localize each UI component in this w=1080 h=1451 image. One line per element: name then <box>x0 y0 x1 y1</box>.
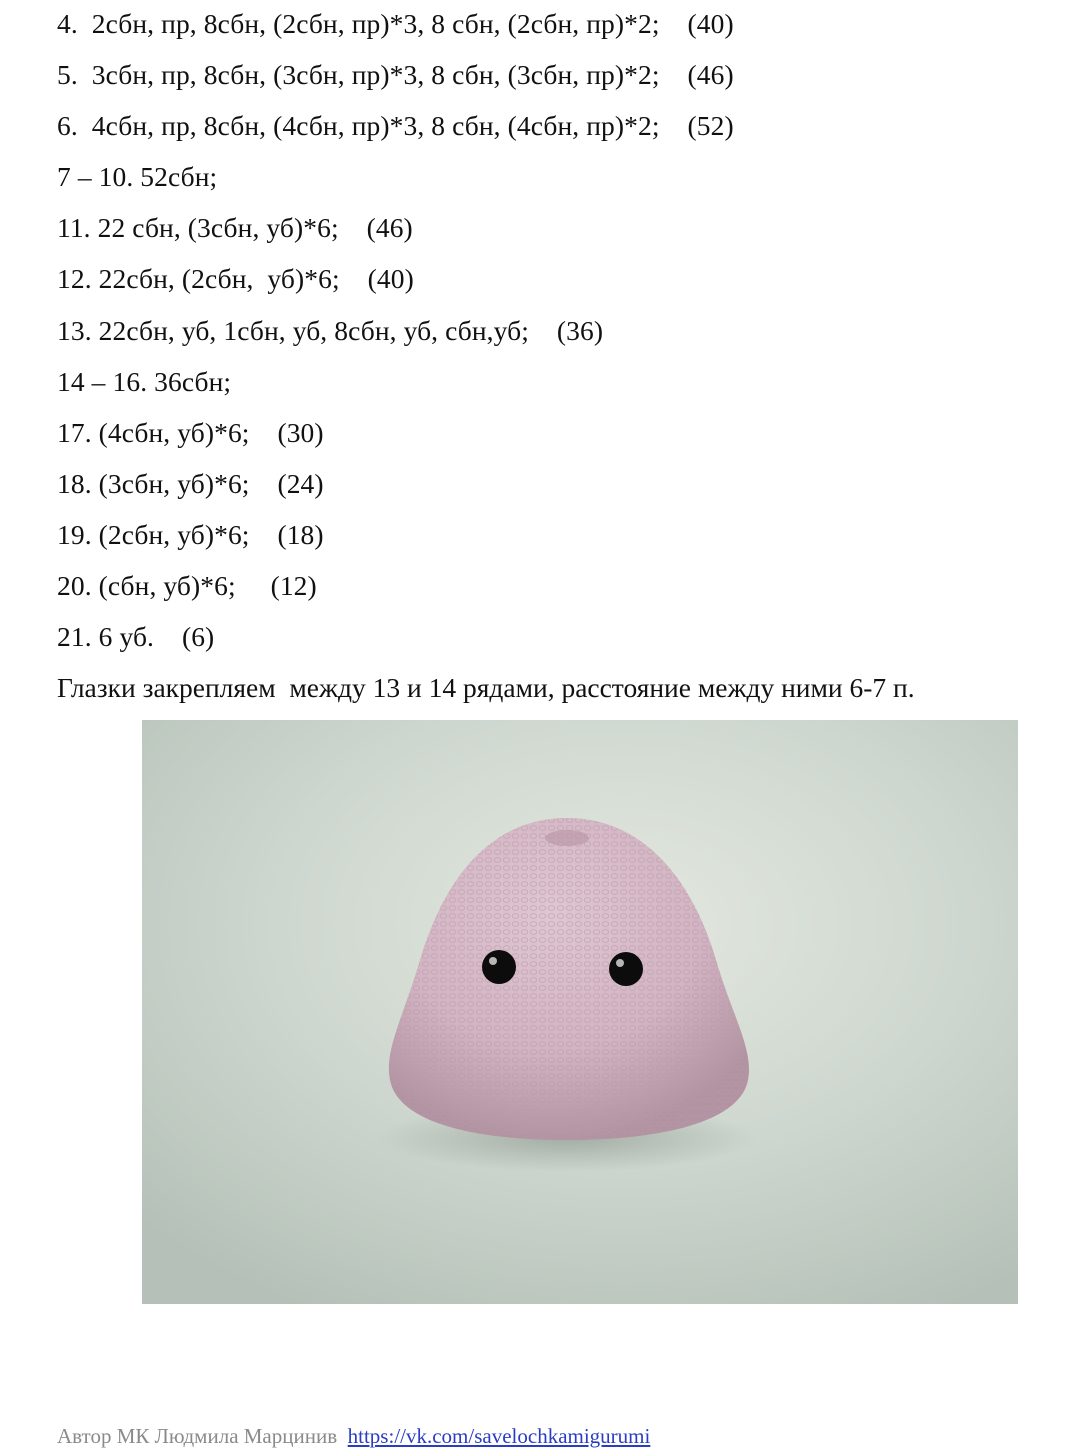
pattern-row <box>57 513 1057 564</box>
stitch-count: (52) <box>687 110 734 142</box>
footer-credit <box>57 1421 650 1451</box>
stitch-count: (6) <box>181 621 215 653</box>
row-text: 17. (4сбн, уб)*6; <box>57 416 278 448</box>
row-text: 13. 22сбн, уб, 1сбн, уб, 8сбн, уб, сбн,уб; <box>57 314 557 346</box>
stitch-count: (40) <box>687 8 734 39</box>
row-text: 18. (3сбн, уб)*6; <box>57 467 278 499</box>
vk-link[interactable]: https://vk.com/savelochkamigurumi <box>347 1424 651 1448</box>
row-text: 21. 6 уб. <box>57 621 182 653</box>
stitch-count: (46) <box>366 212 413 244</box>
author-credit: Автор МК Людмила Марцинив <box>57 1424 348 1448</box>
stitch-count: (30) <box>277 416 324 448</box>
row-text: 6. 4сбн, пр, 8сбн, (4сбн, пр)*3, 8 сбн, (4сбн, пр)*2; <box>57 110 688 142</box>
pattern-row <box>57 462 1057 513</box>
amigurumi-illustration <box>142 720 1018 1304</box>
right-eye <box>609 952 643 986</box>
pattern-row <box>57 257 1057 308</box>
pattern-row <box>57 309 1057 360</box>
pattern-row <box>57 360 1057 411</box>
amigurumi-photo <box>142 720 1018 1304</box>
stitch-count: (36) <box>556 314 604 346</box>
pattern-row <box>57 53 1057 104</box>
left-eye-highlight <box>489 957 497 965</box>
eye-placement-note: Глазки закрепляем между 13 и 14 рядами, расстояние между ними 6-7 п. <box>57 672 915 703</box>
row-text: 7 – 10. 52сбн; <box>57 161 218 193</box>
stitch-count: (46) <box>687 59 734 91</box>
stitch-count: (12) <box>270 570 317 602</box>
row-text: 12. 22сбн, (2сбн, уб)*6; <box>57 263 368 295</box>
row-text: 20. (сбн, уб)*6; <box>57 570 271 602</box>
row-text: 5. 3сбн, пр, 8сбн, (3сбн, пр)*3, 8 сбн, (3сбн, пр)*2; <box>57 59 688 91</box>
pattern-row <box>57 206 1057 257</box>
pattern-row <box>57 564 1057 615</box>
row-text: 19. (2сбн, уб)*6; <box>57 518 278 550</box>
row-text: 4. 2сбн, пр, 8сбн, (2сбн, пр)*3, 8 сбн, (2сбн, пр)*2; <box>57 8 688 39</box>
stitch-count: (40) <box>367 263 414 295</box>
pattern-row <box>57 411 1057 462</box>
right-eye-highlight <box>616 959 624 967</box>
stitch-count: (18) <box>277 518 324 550</box>
pattern-row-list <box>57 2 1057 666</box>
pattern-row <box>57 615 1057 666</box>
stitch-count: (24) <box>277 467 324 499</box>
left-eye <box>482 950 516 984</box>
row-text: 14 – 16. 36сбн; <box>57 365 232 397</box>
pattern-row <box>57 2 1057 53</box>
row-text: 11. 22 сбн, (3сбн, уб)*6; <box>57 212 367 244</box>
pattern-row <box>57 155 1057 206</box>
pattern-row <box>57 104 1057 155</box>
magic-ring <box>545 830 589 846</box>
